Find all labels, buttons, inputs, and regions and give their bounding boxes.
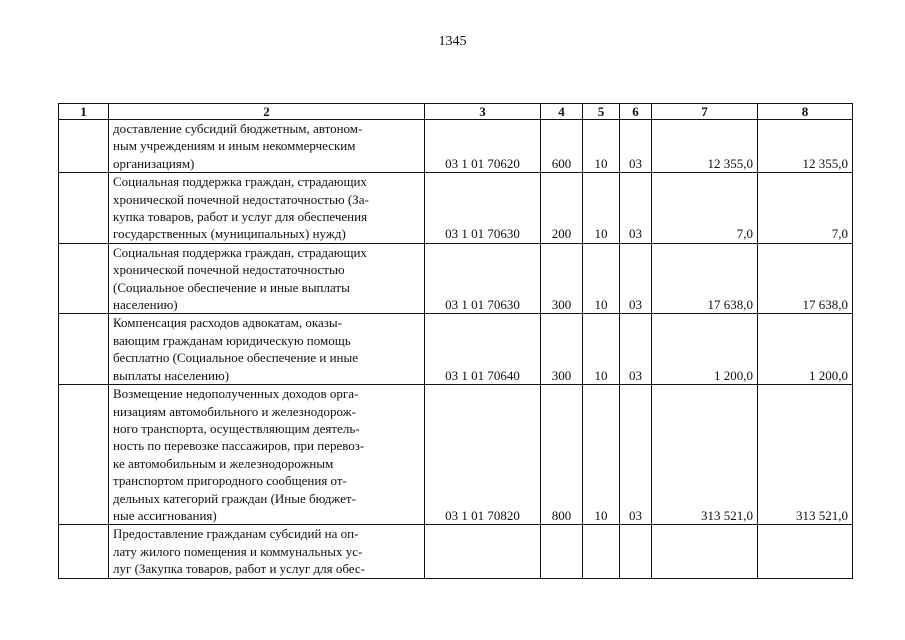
row-section: 10 <box>583 173 620 244</box>
row-amount-col8: 17 638,0 <box>758 243 853 314</box>
row-amount-col7 <box>652 525 758 578</box>
header-col-7: 7 <box>652 104 758 120</box>
table-row <box>59 120 853 173</box>
row-code: 03 1 01 70820 <box>425 385 541 525</box>
table-body <box>59 120 853 579</box>
description-line: купка товаров, работ и услуг для обеспечения <box>113 209 368 225</box>
row-section: 10 <box>583 385 620 525</box>
row-section: 10 <box>583 243 620 314</box>
row-amount-col7: 12 355,0 <box>652 120 758 173</box>
description-line: транспортом пригородного сообщения от- <box>113 473 347 489</box>
row-amount-col8: 12 355,0 <box>758 120 853 173</box>
description-line: луг (Закупка товаров, работ и услуг для обес- <box>113 561 365 577</box>
description-line: государственных (муниципальных) нужд) <box>113 226 346 242</box>
row-amount-col7: 1 200,0 <box>652 314 758 385</box>
row-section <box>583 525 620 578</box>
description-line: ным учреждениям и иным некоммерческим <box>113 138 356 154</box>
header-col-5: 5 <box>583 104 620 120</box>
row-code: 03 1 01 70630 <box>425 173 541 244</box>
header-col-2: 2 <box>109 104 425 120</box>
row-amount-col8: 7,0 <box>758 173 853 244</box>
header-col-4: 4 <box>541 104 583 120</box>
row-code <box>425 525 541 578</box>
row-description <box>109 314 425 385</box>
row-expense-type: 200 <box>541 173 583 244</box>
description-line: выплаты населению) <box>113 367 230 383</box>
description-line: ке автомобильным и железнодорожным <box>113 455 334 471</box>
row-expense-type: 300 <box>541 243 583 314</box>
description-line: Социальная поддержка граждан, страдающих <box>113 174 367 190</box>
table-row <box>59 525 853 578</box>
row-amount-col7: 313 521,0 <box>652 385 758 525</box>
description-line: организациям) <box>113 155 195 171</box>
row-subsection: 03 <box>620 243 652 314</box>
row-number-cell <box>59 243 109 314</box>
budget-table <box>58 103 853 579</box>
row-code: 03 1 01 70620 <box>425 120 541 173</box>
header-col-8: 8 <box>758 104 853 120</box>
description-line: низациям автомобильного и железнодорож- <box>113 403 356 419</box>
description-line: Социальная поддержка граждан, страдающих <box>113 244 367 260</box>
row-amount-col8: 313 521,0 <box>758 385 853 525</box>
row-amount-col8: 1 200,0 <box>758 314 853 385</box>
row-number-cell <box>59 385 109 525</box>
header-col-3: 3 <box>425 104 541 120</box>
description-line: Компенсация расходов адвокатам, оказы- <box>113 315 342 331</box>
row-description <box>109 120 425 173</box>
row-subsection: 03 <box>620 173 652 244</box>
table-row <box>59 243 853 314</box>
row-description <box>109 385 425 525</box>
description-line: ного транспорта, осуществляющим деятель- <box>113 420 360 436</box>
row-subsection: 03 <box>620 120 652 173</box>
description-line: (Социальное обеспечение и иные выплаты <box>113 279 350 295</box>
table-row <box>59 173 853 244</box>
row-amount-col7: 7,0 <box>652 173 758 244</box>
row-section: 10 <box>583 314 620 385</box>
description-line: хронической почечной недостаточностью (За- <box>113 191 369 207</box>
description-line: Возмещение недополученных доходов орга- <box>113 386 359 402</box>
description-line: хронической почечной недостаточностью <box>113 262 345 278</box>
description-line: населению) <box>113 297 178 313</box>
description-line: ные ассигнования) <box>113 507 217 523</box>
row-number-cell <box>59 120 109 173</box>
row-amount-col7: 17 638,0 <box>652 243 758 314</box>
table-row <box>59 314 853 385</box>
row-expense-type: 800 <box>541 385 583 525</box>
table-row <box>59 385 853 525</box>
row-number-cell <box>59 525 109 578</box>
row-expense-type: 300 <box>541 314 583 385</box>
description-line: доставление субсидий бюджетным, автоном- <box>113 121 363 136</box>
description-line: лату жилого помещения и коммунальных ус- <box>113 543 363 559</box>
row-number-cell <box>59 173 109 244</box>
row-description <box>109 173 425 244</box>
description-line: ность по перевозке пассажиров, при перевоз- <box>113 438 365 454</box>
header-row <box>59 104 853 120</box>
row-code: 03 1 01 70640 <box>425 314 541 385</box>
description-line: Предоставление гражданам субсидий на оп- <box>113 526 359 542</box>
page-number: 1345 <box>438 34 467 49</box>
header-col-1: 1 <box>59 104 109 120</box>
row-number-cell <box>59 314 109 385</box>
header-col-6: 6 <box>620 104 652 120</box>
description-line: дельных категорий граждан (Иные бюджет- <box>113 490 356 506</box>
description-line: вающим гражданам юридическую помощь <box>113 332 351 348</box>
row-description <box>109 525 425 578</box>
row-amount-col8 <box>758 525 853 578</box>
row-expense-type: 600 <box>541 120 583 173</box>
row-code: 03 1 01 70630 <box>425 243 541 314</box>
row-expense-type <box>541 525 583 578</box>
row-subsection: 03 <box>620 314 652 385</box>
row-subsection: 03 <box>620 385 652 525</box>
row-subsection <box>620 525 652 578</box>
row-section: 10 <box>583 120 620 173</box>
row-description <box>109 243 425 314</box>
description-line: бесплатно (Социальное обеспечение и иные <box>113 350 359 366</box>
